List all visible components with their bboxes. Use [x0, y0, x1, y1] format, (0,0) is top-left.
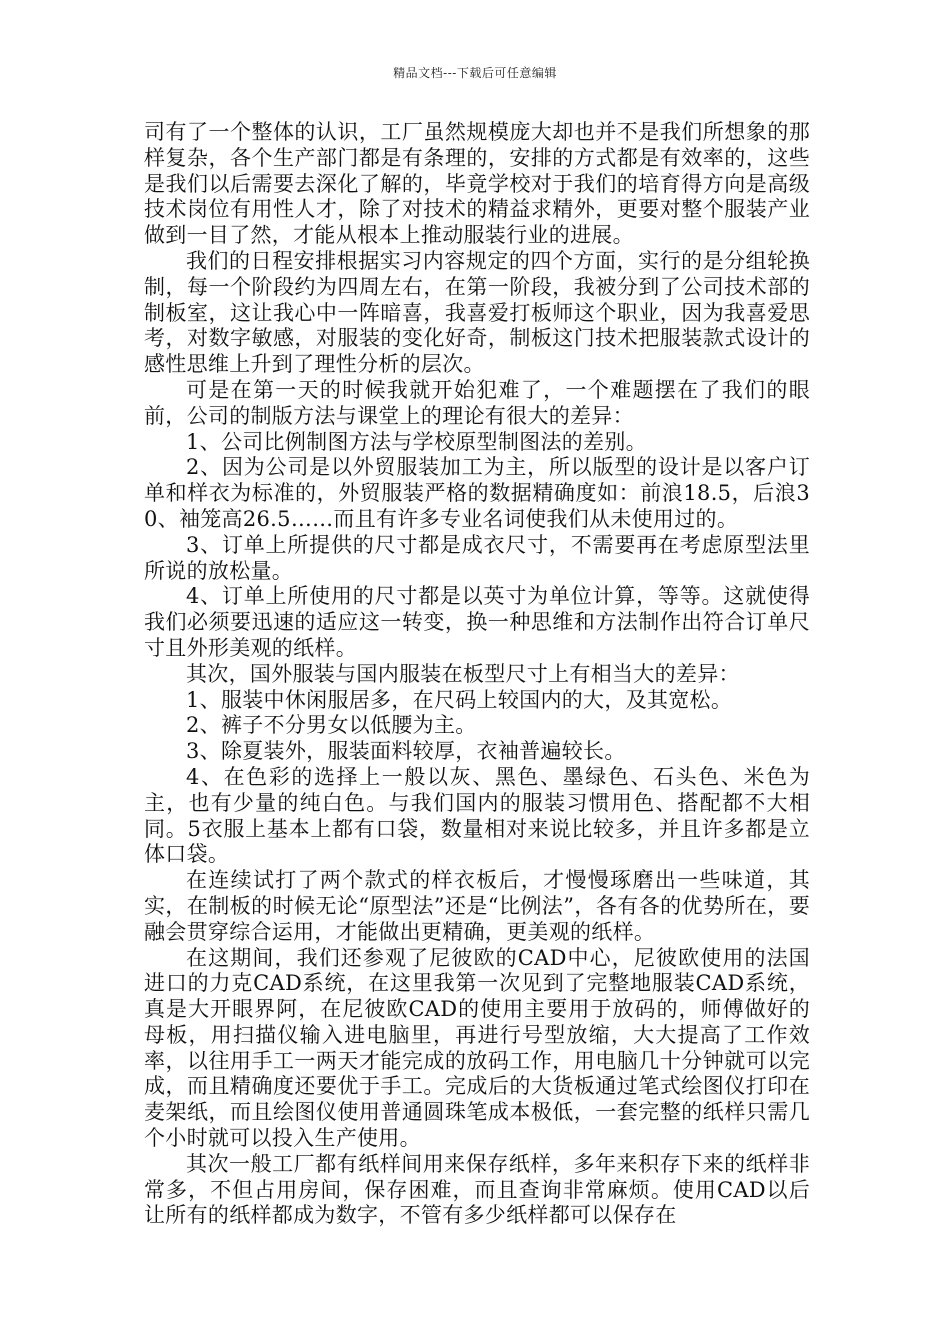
paragraph: 1、服装中休闲服居多，在尺码上较国内的大，及其宽松。 [186, 687, 733, 712]
paragraph: 2、裤子不分男女以低腰为主。 [186, 713, 477, 738]
page-header: 精品文档---下载后可任意编辑 [393, 66, 557, 80]
paragraph: 1、公司比例制图方法与学校原型制图法的差别。 [186, 429, 647, 454]
paragraph: 4、订单上所使用的尺寸都是以英寸为单位计算，等等。这就使得我们必须要迅速的适应这一转变，换一种思维和方法制作出符合订单尺寸且外形美观的纸样。 [144, 584, 810, 660]
paragraph: 3、订单上所提供的尺寸都是成衣尺寸，不需要再在考虑原型法里所说的放松量。 [144, 532, 810, 583]
paragraph: 我们的日程安排根据实习内容规定的四个方面，实行的是分组轮换制，每一个阶段约为四周左右，在第一阶段，我被分到了公司技术部的制板室，这让我心中一阵暗喜，我喜爱打板师这个职业，因为我喜爱思考，对数字敏感，对服装的变化好奇，制板这门技术把服装款式设计的感性思维上升到了理性分析的层次。 [144, 248, 810, 377]
paragraph: 可是在第一天的时候我就开始犯难了，一个难题摆在了我们的眼前，公司的制版方法与课堂上的理论有很大的差异： [144, 377, 810, 428]
paragraph: 在这期间，我们还参观了尼彼欧的CAD中心，尼彼欧使用的法国进口的力克CAD系统，在这里我第一次见到了完整地服装CAD系统，真是大开眼界阿，在尼彼欧CAD的使用主要用于放码的，师傅做好的母板，用扫描仪输入进电脑里，再进行号型放缩，大大提高了工作效率，以往用手工一两天才能完成的放码工作，用电脑几十分钟就可以完成，而且精确度还要优于手工。完成后的大货板通过笔式绘图仪打印在麦架纸，而且绘图仪使用普通圆珠笔成本极低，一套完整的纸样只需几个小时就可以投入生产使用。 [144, 945, 810, 1151]
paragraph: 3、除夏装外，服装面料较厚，衣袖普遍较长。 [186, 739, 626, 764]
paragraph: 在连续试打了两个款式的样衣板后，才慢慢琢磨出一些味道，其实，在制板的时候无论“原型法”还是“比例法”，各有各的优势所在，要融会贯穿综合运用，才能做出更精确，更美观的纸样。 [144, 868, 810, 944]
paragraph: 2、因为公司是以外贸服装加工为主，所以版型的设计是以客户订单和样衣为标准的，外贸服装严格的数据精确度如：前浪18.5，后浪30、袖笼高26.5……而且有许多专业名词使我们从未使用过的。 [144, 455, 810, 531]
document-body [144, 120, 810, 1229]
paragraph: 4、在色彩的选择上一般以灰、黑色、墨绿色、石头色、米色为主，也有少量的纯白色。与我们国内的服装习惯用色、搭配都不大相同。5衣服上基本上都有口袋，数量相对来说比较多，并且许多都是立体口袋。 [144, 764, 810, 867]
paragraph: 其次一般工厂都有纸样间用来保存纸样，多年来积存下来的纸样非常多，不但占用房间，保存困难，而且查询非常麻烦。使用CAD以后让所有的纸样都成为数字，不管有多少纸样都可以保存在 [144, 1151, 810, 1228]
paragraph: 司有了一个整体的认识，工厂虽然规模庞大却也并不是我们所想象的那样复杂，各个生产部门都是有条理的，安排的方式都是有效率的，这些是我们以后需要去深化了解的，毕竟学校对于我们的培育得方向是高级技术岗位有用性人才，除了对技术的精益求精外，更要对整个服装产业做到一目了然，才能从根本上推动服装行业的进展。 [144, 120, 810, 248]
paragraph: 其次，国外服装与国内服装在板型尺寸上有相当大的差异： [186, 661, 740, 686]
